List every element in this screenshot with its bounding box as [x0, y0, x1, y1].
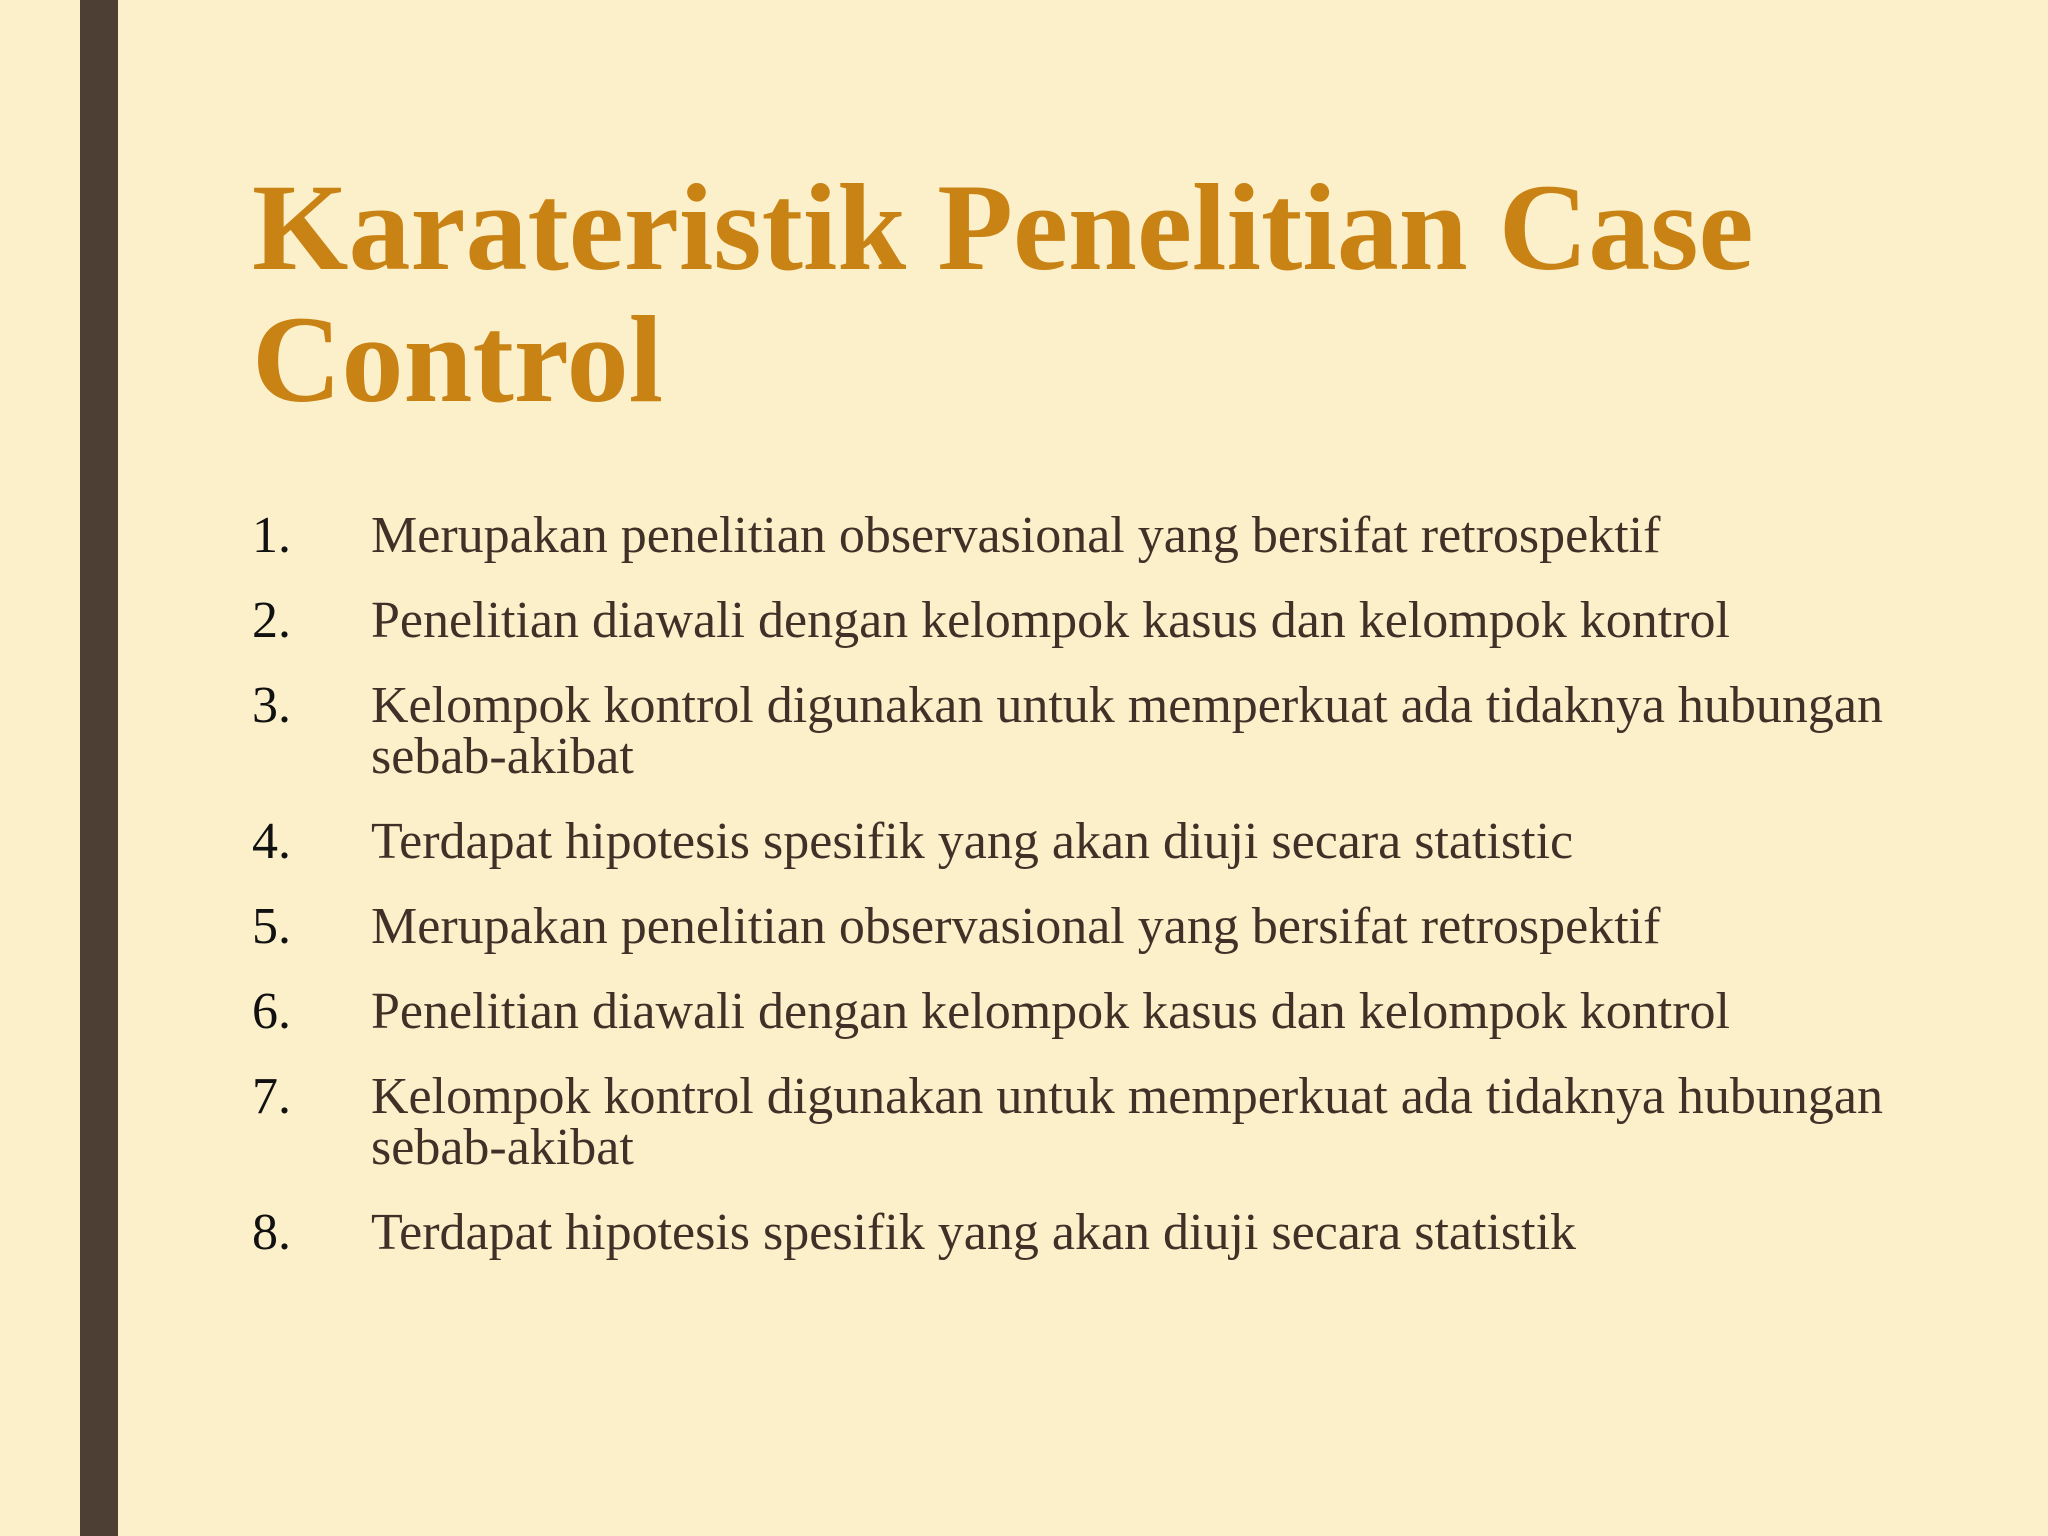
- numbered-list: [252, 507, 1892, 1292]
- list-item: [252, 1068, 1892, 1176]
- list-item-text: Kelompok kontrol digunakan untuk memperkuat ada tidaknya hubungan sebab-akibat: [371, 677, 1883, 785]
- list-item: [252, 507, 1892, 564]
- list-item: [252, 1204, 1892, 1261]
- list-item-text: Terdapat hipotesis spesifik yang akan diuji secara statistik: [371, 1204, 1577, 1261]
- slide-title: Karateristik Penelitian Case Control: [252, 159, 1754, 428]
- list-item-number: 2.: [252, 592, 291, 649]
- list-item-text: Merupakan penelitian observasional yang bersifat retrospektif: [371, 898, 1661, 955]
- list-item-text: Terdapat hipotesis spesifik yang akan diuji secara statistic: [371, 813, 1574, 870]
- list-item-number: 7.: [252, 1068, 291, 1125]
- list-item-number: 4.: [252, 813, 291, 870]
- list-item: [252, 898, 1892, 955]
- list-item-text: Kelompok kontrol digunakan untuk memperkuat ada tidaknya hubungan sebab-akibat: [371, 1068, 1883, 1176]
- list-item-number: 5.: [252, 898, 291, 955]
- list-item-text: Penelitian diawali dengan kelompok kasus dan kelompok kontrol: [371, 983, 1730, 1040]
- list-item-number: 6.: [252, 983, 291, 1040]
- list-item-text: Merupakan penelitian observasional yang bersifat retrospektif: [371, 507, 1661, 564]
- list-item: [252, 813, 1892, 870]
- list-item-number: 8.: [252, 1204, 291, 1261]
- left-accent-bar: [80, 0, 118, 1536]
- list-item: [252, 592, 1892, 649]
- list-item: [252, 983, 1892, 1040]
- list-item-number: 1.: [252, 507, 291, 564]
- list-item: [252, 677, 1892, 785]
- list-item-number: 3.: [252, 677, 291, 734]
- list-item-text: Penelitian diawali dengan kelompok kasus dan kelompok kontrol: [371, 592, 1730, 649]
